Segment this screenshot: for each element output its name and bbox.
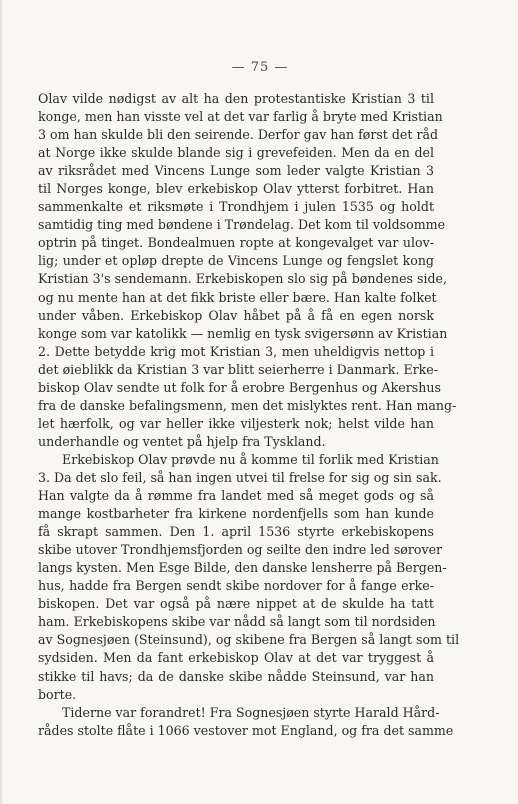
text-line: Han valgte da å rømme fra landet med så meget gods og så — [38, 488, 434, 504]
text-line: sydsiden. Men da fant erkebiskop Olav at det var tryggest å — [38, 650, 434, 666]
text-line: mange kostbarheter fra kirkene nordenfjells som han kunde — [38, 506, 434, 522]
text-line: rådes stolte flåte i 1066 vestover mot England, og fra det samme — [38, 722, 454, 738]
body-text — [38, 90, 460, 740]
text-line: Erkebiskop Olav prøvde nu å komme til forlik med Kristian — [62, 451, 439, 467]
text-line: stikke til havs; da de danske skibe nådde Steinsund, var han — [38, 668, 434, 684]
text-line: optrin på tinget. Bondealmuen ropte at kongevalget var ulov- — [38, 235, 434, 251]
text-line: Olav vilde nødigst av alt ha den protestantiske Kristian 3 til — [38, 91, 434, 106]
text-line: skibe utover Trondhjemsfjorden og seilte den indre led sørover — [38, 542, 443, 558]
text-line: av riksrådet med Vincens Lunge som leder valgte Kristian 3 — [38, 163, 434, 179]
text-line: av Sognesjøen (Steinsund), og skibene fra Bergen så langt som til — [38, 632, 460, 648]
text-line: biskop Olav sendte ut folk for å erobre Bergenhus og Akershus — [38, 379, 441, 395]
text-line: let hærfolk, og var heller ikke viljesterk nok; helst vilde han — [38, 415, 434, 431]
text-line: lig; under et opløp drepte de Vincens Lunge og fengslet kong — [38, 253, 434, 269]
text-line: og nu mente han at det fikk briste eller bære. Han kalte folket — [38, 289, 437, 305]
text-line: konge, men han visste vel at det var farlig å bryte med Kristian — [38, 109, 443, 125]
text-line: ham. Erkebiskopens skibe var nådd så langt som til nordsiden — [38, 614, 436, 630]
text-line: under våben. Erkebiskop Olav håbet på å få en egen norsk — [38, 307, 434, 323]
page-number: — 75 — — [231, 60, 289, 75]
text-line: Tiderne var forandret! Fra Sognesjøen styrte Harald Hård- — [62, 704, 440, 720]
text-line: biskopen. Det var også på nære nippet at de skulde ha tatt — [38, 596, 434, 612]
text-line: 3. Da det slo feil, så han ingen utvei til frelse for sig og sin sak. — [38, 469, 442, 485]
text-line: 2. Dette betydde krig mot Kristian 3, men uheldigvis nettop i — [38, 343, 434, 359]
text-line: konge som var katolikk — nemlig en tysk svigersønn av Kristian — [38, 325, 448, 341]
text-line: at Norge ikke skulde blande sig i grevefeiden. Men da en del — [38, 145, 434, 161]
text-line: underhandle og ventet på hjelp fra Tyskland. — [38, 433, 326, 449]
text-line: det øieblikk da Kristian 3 var blitt seierherre i Danmark. Erke- — [38, 361, 439, 377]
text-line: samtidig ting med bøndene i Trøndelag. Det kom til voldsomme — [38, 217, 446, 233]
text-line: Kristian 3's sendemann. Erkebiskopen slo sig på bøndenes side, — [38, 271, 447, 287]
text-line: sammenkalte et riksmøte i Trondhjem i julen 1535 og holdt — [38, 199, 434, 215]
text-line: borte. — [38, 686, 77, 702]
text-line: langs kysten. Men Esge Bilde, den danske lensherre på Bergen- — [38, 560, 447, 576]
text-line: fra de danske befalingsmenn, men det mislyktes rent. Han mang- — [38, 397, 457, 413]
text-line: 3 om han skulde bli den seirende. Derfor gav han først det råd — [38, 127, 439, 143]
text-line: hus, hadde fra Bergen sendt skibe nordover for å fange erke- — [38, 578, 434, 594]
text-line: få skrapt sammen. Den 1. april 1536 styrte erkebiskopens — [38, 524, 434, 540]
text-line: til Norges konge, blev erkebiskop Olav ytterst forbitret. Han — [38, 181, 434, 197]
